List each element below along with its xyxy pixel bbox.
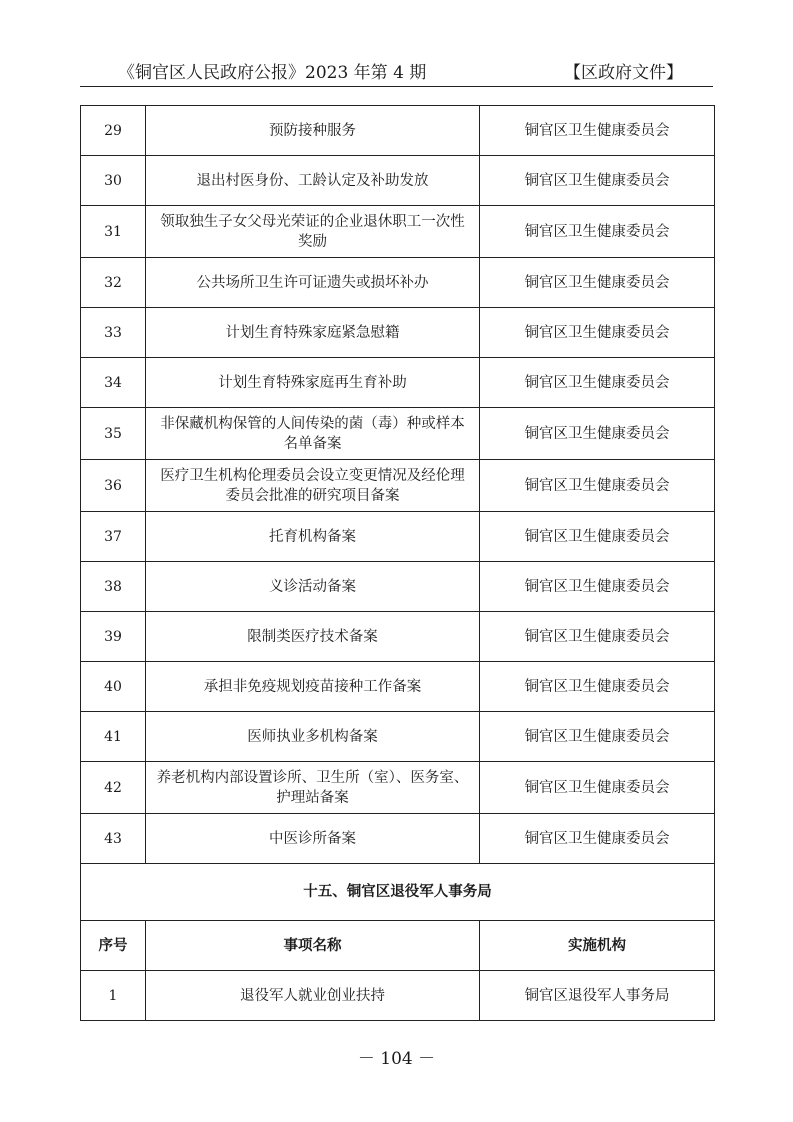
item-name: 退役军人就业创业扶持 xyxy=(146,971,480,1021)
agency: 铜官区卫生健康委员会 xyxy=(480,814,715,864)
section-heading-row xyxy=(81,864,715,921)
item-name: 医师执业多机构备案 xyxy=(146,712,480,762)
header-divider xyxy=(80,86,713,87)
table-row xyxy=(81,562,715,612)
agency: 铜官区卫生健康委员会 xyxy=(480,156,715,206)
row-number: 38 xyxy=(81,562,146,612)
table-row xyxy=(81,814,715,864)
section-title: 十五、铜官区退役军人事务局 xyxy=(81,864,715,921)
table-row xyxy=(81,206,715,258)
page-number: － 104 － xyxy=(357,1049,436,1069)
row-number: 43 xyxy=(81,814,146,864)
agency: 铜官区卫生健康委员会 xyxy=(480,662,715,712)
agency: 铜官区卫生健康委员会 xyxy=(480,308,715,358)
row-number: 39 xyxy=(81,612,146,662)
row-number: 29 xyxy=(81,106,146,156)
item-name: 托育机构备案 xyxy=(146,512,480,562)
agency: 铜官区退役军人事务局 xyxy=(480,971,715,1021)
item-name: 限制类医疗技术备案 xyxy=(146,612,480,662)
row-number: 40 xyxy=(81,662,146,712)
agency: 铜官区卫生健康委员会 xyxy=(480,762,715,814)
row-number: 35 xyxy=(81,408,146,460)
table-row xyxy=(81,258,715,308)
table-row xyxy=(81,460,715,512)
row-number: 1 xyxy=(81,971,146,1021)
agency: 铜官区卫生健康委员会 xyxy=(480,258,715,308)
item-name: 预防接种服务 xyxy=(146,106,480,156)
agency: 铜官区卫生健康委员会 xyxy=(480,106,715,156)
table-row xyxy=(81,106,715,156)
item-name: 退出村医身份、工龄认定及补助发放 xyxy=(146,156,480,206)
item-name: 计划生育特殊家庭紧急慰籍 xyxy=(146,308,480,358)
row-number: 42 xyxy=(81,762,146,814)
row-number: 31 xyxy=(81,206,146,258)
agency: 铜官区卫生健康委员会 xyxy=(480,358,715,408)
column-header-number: 序号 xyxy=(81,921,146,971)
table-row xyxy=(81,156,715,206)
row-number: 37 xyxy=(81,512,146,562)
agency: 铜官区卫生健康委员会 xyxy=(480,512,715,562)
row-number: 36 xyxy=(81,460,146,512)
agency: 铜官区卫生健康委员会 xyxy=(480,460,715,512)
row-number: 34 xyxy=(81,358,146,408)
row-number: 30 xyxy=(81,156,146,206)
agency: 铜官区卫生健康委员会 xyxy=(480,562,715,612)
item-name: 义诊活动备案 xyxy=(146,562,480,612)
table-row xyxy=(81,662,715,712)
table-row xyxy=(81,712,715,762)
table-row xyxy=(81,971,715,1021)
column-header-name: 事项名称 xyxy=(146,921,480,971)
table-row xyxy=(81,762,715,814)
table-row xyxy=(81,512,715,562)
table-row xyxy=(81,408,715,460)
item-name: 领取独生子女父母光荣证的企业退休职工一次性奖励 xyxy=(146,206,480,258)
agency: 铜官区卫生健康委员会 xyxy=(480,408,715,460)
agency: 铜官区卫生健康委员会 xyxy=(480,712,715,762)
agency: 铜官区卫生健康委员会 xyxy=(480,612,715,662)
row-number: 32 xyxy=(81,258,146,308)
row-number: 41 xyxy=(81,712,146,762)
table-row xyxy=(81,612,715,662)
item-name: 计划生育特殊家庭再生育补助 xyxy=(146,358,480,408)
item-name: 养老机构内部设置诊所、卫生所（室）、医务室、护理站备案 xyxy=(146,762,480,814)
item-name: 医疗卫生机构伦理委员会设立变更情况及经伦理委员会批准的研究项目备案 xyxy=(146,460,480,512)
table-row xyxy=(81,358,715,408)
column-header-agency: 实施机构 xyxy=(480,921,715,971)
items-table xyxy=(80,105,715,1021)
publication-title: 《铜官区人民政府公报》2023 年第 4 期 xyxy=(118,63,427,83)
item-name: 非保藏机构保管的人间传染的菌（毒）种或样本名单备案 xyxy=(146,408,480,460)
item-name: 承担非免疫规划疫苗接种工作备案 xyxy=(146,662,480,712)
item-name: 中医诊所备案 xyxy=(146,814,480,864)
page-header xyxy=(118,58,683,83)
section-tag: 【区政府文件】 xyxy=(564,63,683,83)
agency: 铜官区卫生健康委员会 xyxy=(480,206,715,258)
column-header-row xyxy=(81,921,715,971)
item-name: 公共场所卫生许可证遗失或损坏补办 xyxy=(146,258,480,308)
table-row xyxy=(81,308,715,358)
row-number: 33 xyxy=(81,308,146,358)
